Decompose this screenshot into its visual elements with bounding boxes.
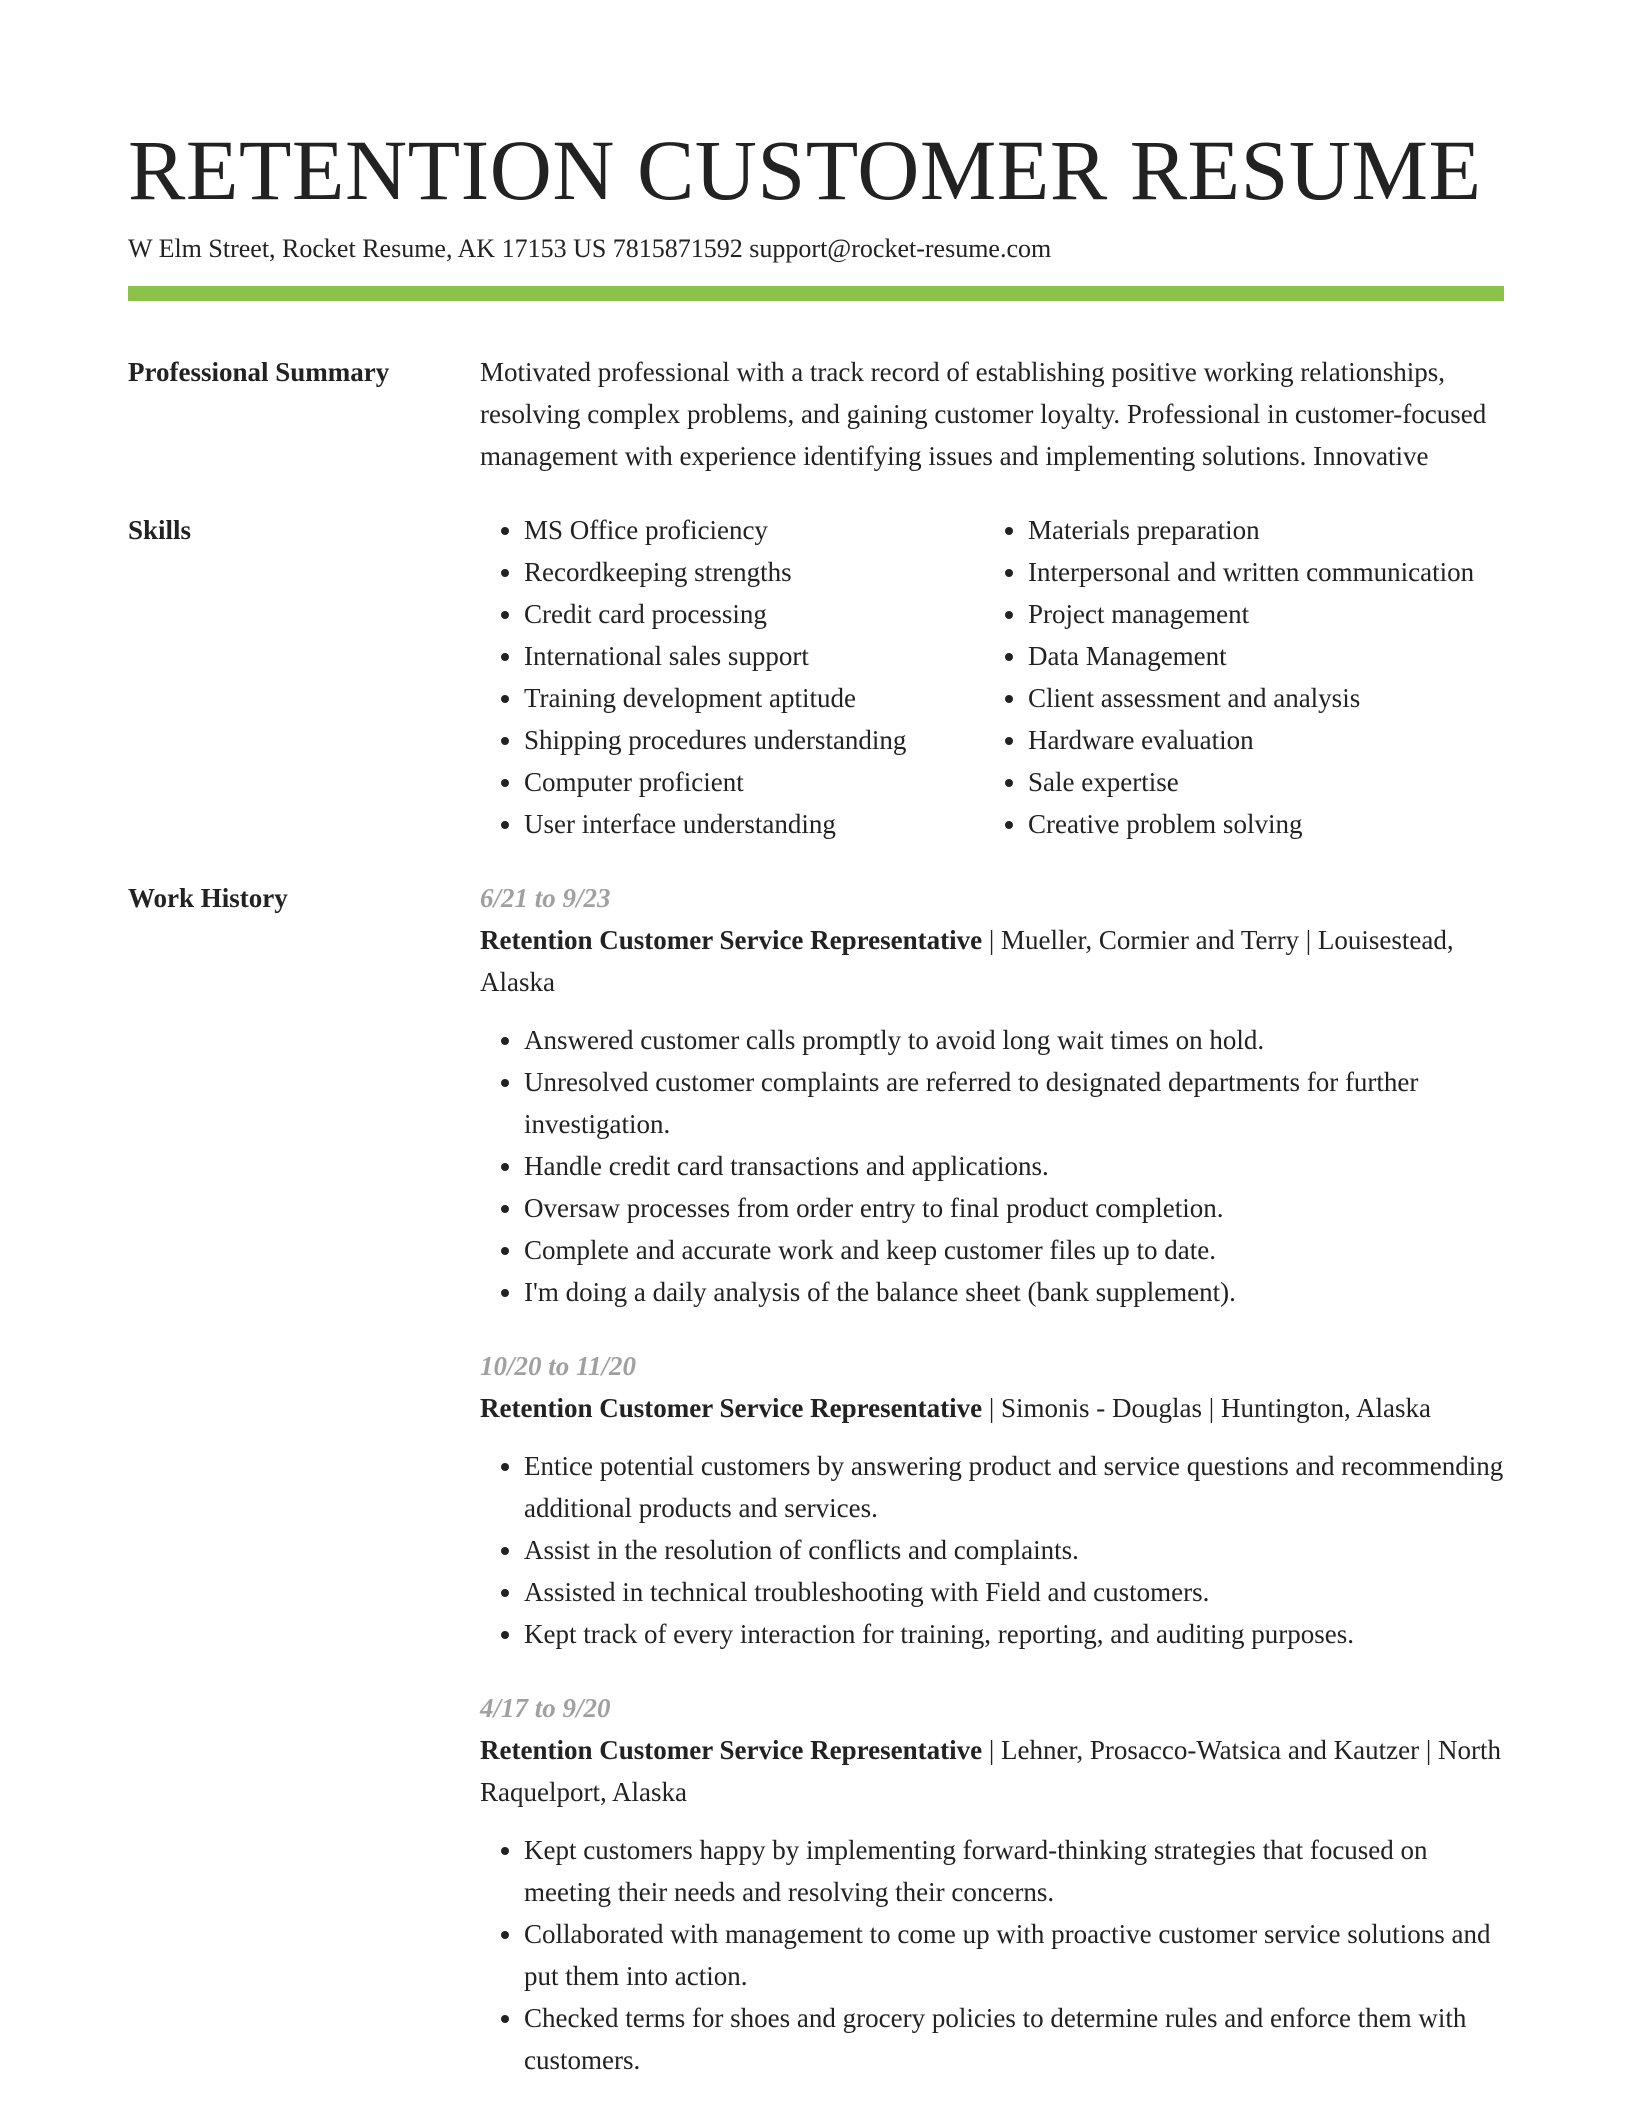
- skill-item: • Computer proficient: [524, 761, 984, 803]
- skill-item: • Credit card processing: [524, 593, 984, 635]
- skill-item: • International sales support: [524, 635, 984, 677]
- job-bullet: • Unresolved customer complaints are referred to designated departments for further investigation.: [524, 1061, 1504, 1145]
- job-dates: 4/17 to 9/20: [480, 1693, 611, 1723]
- section-label-skills: Skills: [128, 515, 192, 545]
- job-heading: [480, 1729, 1504, 1813]
- skill-item: • Creative problem solving: [1028, 803, 1504, 845]
- job-heading: [480, 1387, 1504, 1429]
- contact-line: W Elm Street, Rocket Resume, AK 17153 US 7815871592 support@rocket-resume.com: [128, 234, 1052, 263]
- job-heading: [480, 919, 1504, 1003]
- skill-item: • Recordkeeping strengths: [524, 551, 984, 593]
- job-employer-location: | Mueller, Cormier and Terry | Louisestead, Alaska: [480, 925, 1454, 997]
- skill-item: • Project management: [1028, 593, 1504, 635]
- job-bullets: [480, 1019, 1504, 1313]
- work-history-section: [128, 877, 1504, 2113]
- professional-summary-section: [128, 351, 1504, 477]
- job-bullet: • Collaborated with management to come up with proactive customer service solutions and put them into action.: [524, 1913, 1504, 1997]
- job-bullet: • Kept track of every interaction for training, reporting, and auditing purposes.: [524, 1613, 1504, 1655]
- skill-item: • MS Office proficiency: [524, 509, 984, 551]
- job-bullet: • Entice potential customers by answering product and service questions and recommending additional products and services.: [524, 1445, 1504, 1529]
- header-divider: [128, 286, 1504, 301]
- job-dates: 6/21 to 9/23: [480, 883, 611, 913]
- job-entry: [480, 1345, 1504, 1655]
- resume-title: RETENTION CUSTOMER RESUME: [128, 122, 1482, 218]
- job-bullet: • Checked terms for shoes and grocery policies to determine rules and enforce them with customers.: [524, 1997, 1504, 2081]
- job-entry: [480, 1687, 1504, 2081]
- job-dates: 10/20 to 11/20: [480, 1351, 637, 1381]
- skills-list-left: [480, 509, 984, 845]
- section-label-work-history: Work History: [128, 883, 288, 913]
- skill-item: • Shipping procedures understanding: [524, 719, 984, 761]
- job-bullet: • Oversaw processes from order entry to final product completion.: [524, 1187, 1504, 1229]
- job-bullet: • Handle credit card transactions and applications.: [524, 1145, 1504, 1187]
- skill-item: • Data Management: [1028, 635, 1504, 677]
- section-label-summary: Professional Summary: [128, 357, 390, 387]
- job-bullets: [480, 1445, 1504, 1655]
- skill-item: • Interpersonal and written communication: [1028, 551, 1504, 593]
- skill-item: • Training development aptitude: [524, 677, 984, 719]
- job-bullet: • I'm doing a daily analysis of the balance sheet (bank supplement).: [524, 1271, 1504, 1313]
- skill-item: • User interface understanding: [524, 803, 984, 845]
- skills-columns: [480, 509, 1504, 845]
- skills-list-right: [984, 509, 1504, 845]
- summary-text: Motivated professional with a track record of establishing positive working relationships, resolving complex problems, and gaining customer loyalty. Professional in customer-focused management with experience identifying issues and implementing solutions. Innovative: [480, 357, 1487, 471]
- skill-item: • Sale expertise: [1028, 761, 1504, 803]
- resume-page: [128, 0, 1504, 2113]
- job-bullet: • Assisted in technical troubleshooting with Field and customers.: [524, 1571, 1504, 1613]
- job-title: Retention Customer Service Representative: [480, 925, 983, 955]
- job-bullets: [480, 1829, 1504, 2081]
- job-employer-location: | Simonis - Douglas | Huntington, Alaska: [982, 1393, 1431, 1423]
- skills-section: [128, 509, 1504, 845]
- job-entry: [480, 877, 1504, 1313]
- skill-item: • Client assessment and analysis: [1028, 677, 1504, 719]
- skill-item: • Hardware evaluation: [1028, 719, 1504, 761]
- job-title: Retention Customer Service Representative: [480, 1393, 983, 1423]
- job-title: Retention Customer Service Representative: [480, 1735, 983, 1765]
- job-bullet: • Assist in the resolution of conflicts and complaints.: [524, 1529, 1504, 1571]
- job-employer-location: | Lehner, Prosacco-Watsica and Kautzer | North Raquelport, Alaska: [480, 1735, 1501, 1807]
- job-bullet: • Kept customers happy by implementing forward-thinking strategies that focused on meeting their needs and resolving their concerns.: [524, 1829, 1504, 1913]
- job-bullet: • Complete and accurate work and keep customer files up to date.: [524, 1229, 1504, 1271]
- skill-item: • Materials preparation: [1028, 509, 1504, 551]
- work-history-body: [480, 877, 1504, 2113]
- job-bullet: • Answered customer calls promptly to avoid long wait times on hold.: [524, 1019, 1504, 1061]
